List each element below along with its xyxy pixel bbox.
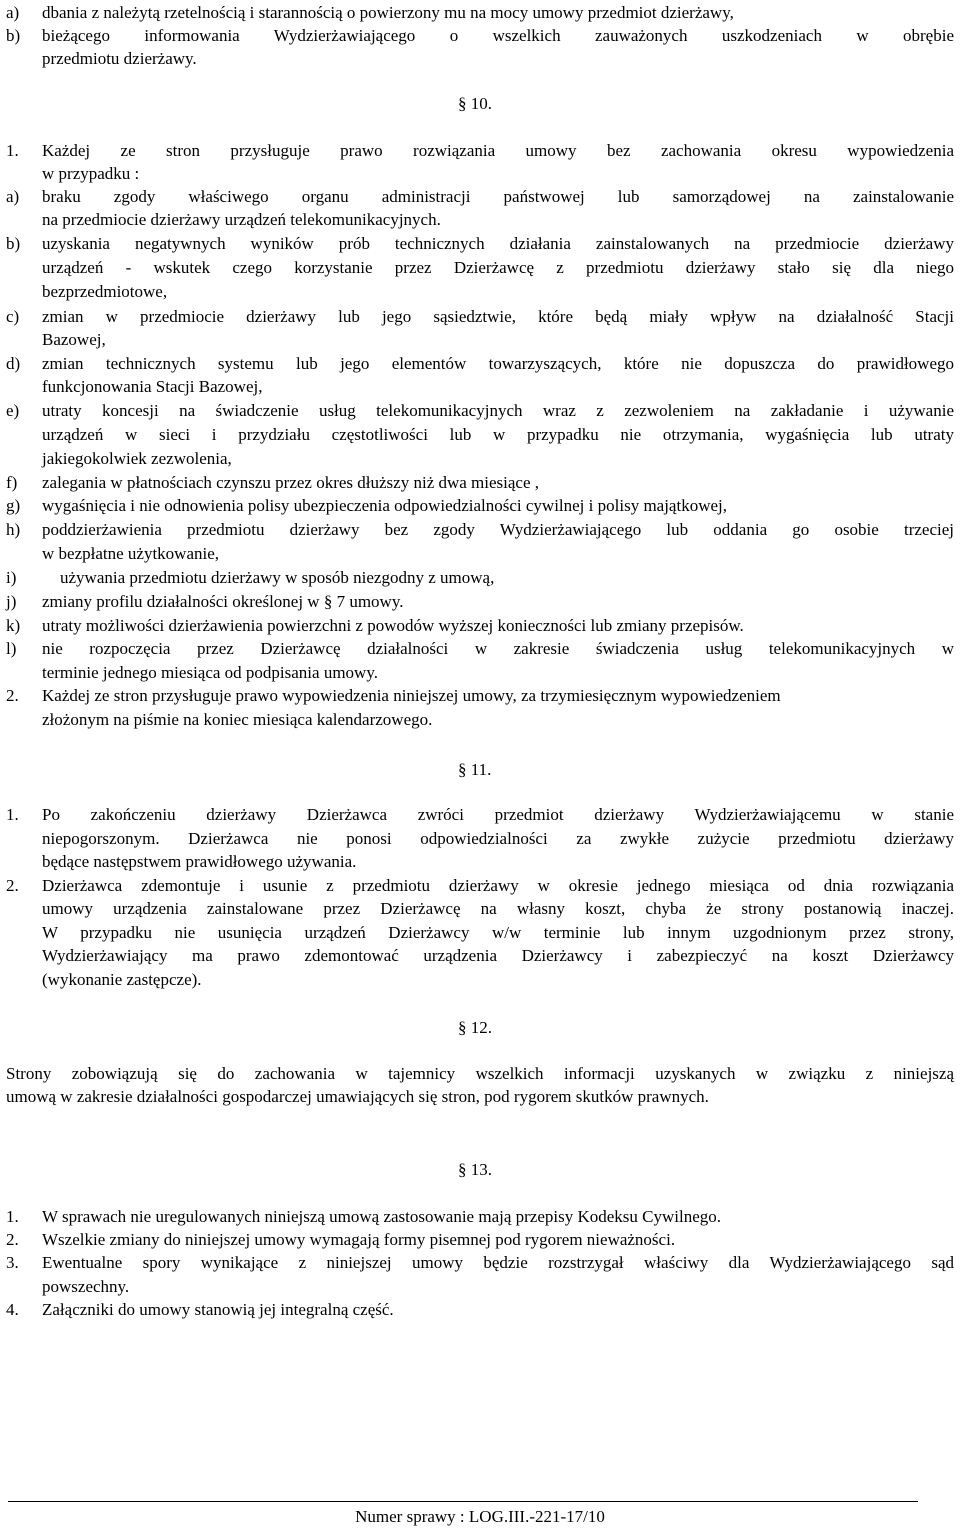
list-item-text: utraty możliwości dzierżawienia powierzchni z powodów wyższej konieczności lub zmiany przepisów. xyxy=(42,616,744,635)
paragraph-text: Dzierżawca zdemontuje i usunie z przedmiotu dzierżawy w okresie jednego miesiąca od dnia rozwiązania xyxy=(42,876,954,895)
paragraph-text: Wszelkie zmiany do niniejszej umowy wymagają formy pisemnej pod rygorem nieważności. xyxy=(42,1230,676,1249)
list-marker: j) xyxy=(6,592,17,611)
paragraph-text: Wydzierżawiający ma prawo zdemontować urządzenia Dzierżawcy i zabezpieczyć na koszt Dzierżawcy xyxy=(42,946,954,965)
list-item-text: nie rozpoczęcia przez Dzierżawcę działalności w zakresie świadczenia usług telekomunikacyjnych w xyxy=(42,639,954,658)
list-item-text: zmian w przedmiocie dzierżawy lub jego sąsiedztwie, które będą miały wpływ na działalność Stacji xyxy=(42,307,954,326)
paragraph-text: W przypadku nie usunięcia urządzeń Dzierżawcy w/w terminie lub innym uzgodnionym przez strony, xyxy=(42,923,954,942)
section-heading: § 11. xyxy=(458,760,492,779)
paragraph-number: 2. xyxy=(6,876,19,895)
paragraph-text: powszechny. xyxy=(42,1277,130,1296)
paragraph-text: będące następstwem prawidłowego używania. xyxy=(42,852,357,871)
list-item-text: bezprzedmiotowe, xyxy=(42,282,168,301)
paragraph-number: 1. xyxy=(6,805,19,824)
paragraph-text: Każdej ze stron przysługuje prawo rozwiązania umowy bez zachowania okresu wypowiedzenia xyxy=(42,141,954,160)
list-item-text: urządzeń w sieci i przydziału częstotliwości lub w przypadku nie otrzymania, wygaśnięcia lub utraty xyxy=(42,425,954,444)
list-item-text: zmian technicznych systemu lub jego elementów towarzyszących, które nie dopuszcza do prawidłowego xyxy=(42,354,954,373)
paragraph-number: 1. xyxy=(6,141,19,160)
paragraph-text: złożonym na piśmie na koniec miesiąca kalendarzowego. xyxy=(42,710,433,729)
list-marker: g) xyxy=(6,496,21,515)
paragraph-number: 2. xyxy=(6,686,19,705)
list-item-text: zmiany profilu działalności określonej w § 7 umowy. xyxy=(42,592,404,611)
list-marker: f) xyxy=(6,473,18,492)
list-marker: a) xyxy=(6,3,20,22)
paragraph-number: 4. xyxy=(6,1300,19,1319)
section-heading: § 13. xyxy=(458,1160,492,1179)
paragraph-text: Każdej ze stron przysługuje prawo wypowiedzenia niniejszej umowy, za trzymiesięcznym wypowiedzeniem xyxy=(42,686,781,705)
paragraph-text: umową w zakresie działalności gospodarczej umawiających się stron, pod rygorem skutków prawnych. xyxy=(6,1087,709,1106)
list-item-text: przedmiotu dzierżawy. xyxy=(42,49,197,68)
list-item-text: poddzierżawienia przedmiotu dzierżawy bez zgody Wydzierżawiającego lub oddania go osobie trzeciej xyxy=(42,520,954,539)
paragraph-text: Po zakończeniu dzierżawy Dzierżawca zwróci przedmiot dzierżawy Wydzierżawiającemu w stanie xyxy=(42,805,954,824)
list-item-text: jakiegokolwiek zezwolenia, xyxy=(42,449,232,468)
list-marker: d) xyxy=(6,354,21,373)
list-item-text: na przedmiocie dzierżawy urządzeń telekomunikacyjnych. xyxy=(42,210,441,229)
list-marker: c) xyxy=(6,307,20,326)
section-heading: § 10. xyxy=(458,94,492,113)
list-item-text: terminie jednego miesiąca od podpisania umowy. xyxy=(42,663,378,682)
list-item-text: Bazowej, xyxy=(42,330,106,349)
list-item-text: zalegania w płatnościach czynszu przez okres dłuższy niż dwa miesiące , xyxy=(42,473,540,492)
paragraph-text: w przypadku : xyxy=(42,164,140,183)
list-item-text: bieżącego informowania Wydzierżawiającego o wszelkich zauważonych uszkodzeniach w obrębie xyxy=(42,26,954,45)
list-marker: h) xyxy=(6,520,21,539)
paragraph-number: 2. xyxy=(6,1230,19,1249)
paragraph-text: umowy urządzenia zainstalowane przez Dzierżawcę na własny koszt, chyba że strony postanowią inaczej. xyxy=(42,899,954,918)
list-item-text: urządzeń - wskutek czego korzystanie przez Dzierżawcę z przedmiotu dzierżawy stało się dla niego xyxy=(42,258,954,277)
footer-case-number: Numer sprawy : LOG.III.-221-17/10 xyxy=(355,1507,605,1526)
section-heading: § 12. xyxy=(458,1018,492,1037)
footer-divider xyxy=(8,1501,918,1502)
paragraph-text: Ewentualne spory wynikające z niniejszej umowy będzie rozstrzygał właściwy dla Wydzierżawiającego sąd xyxy=(42,1253,954,1272)
list-marker: e) xyxy=(6,401,20,420)
list-marker: b) xyxy=(6,234,21,253)
list-item-text: utraty koncesji na świadczenie usług telekomunikacyjnych wraz z zezwoleniem na zakładanie i używanie xyxy=(42,401,954,420)
list-marker: k) xyxy=(6,616,21,635)
paragraph-text: W sprawach nie uregulowanych niniejszą umową zastosowanie mają przepisy Kodeksu Cywilnego. xyxy=(42,1207,722,1226)
paragraph-text: (wykonanie zastępcze). xyxy=(42,970,202,989)
list-marker: i) xyxy=(6,568,17,587)
list-marker: a) xyxy=(6,187,20,206)
list-item-text: dbania z należytą rzetelnością i starannością o powierzony mu na mocy umowy przedmiot dzierżawy, xyxy=(42,3,734,22)
list-item-text: wygaśnięcia i nie odnowienia polisy ubezpieczenia odpowiedzialności cywilnej i polisy majątkowej, xyxy=(42,496,727,515)
paragraph-text: Strony zobowiązują się do zachowania w tajemnicy wszelkich informacji uzyskanych w związku z niniejszą xyxy=(6,1064,954,1083)
list-item-text: używania przedmiotu dzierżawy w sposób niezgodny z umową, xyxy=(60,568,495,587)
list-item-text: w bezpłatne użytkowanie, xyxy=(42,544,220,563)
list-item-text: braku zgody właściwego organu administracji państwowej lub samorządowej na zainstalowanie xyxy=(42,187,954,206)
list-item-text: funkcjonowania Stacji Bazowej, xyxy=(42,377,263,396)
list-marker: l) xyxy=(6,639,17,658)
paragraph-text: Załączniki do umowy stanowią jej integralną część. xyxy=(42,1300,394,1319)
list-item-text: uzyskania negatywnych wyników prób technicznych działania zainstalowanych na przedmiocie dzierżawy xyxy=(42,234,954,253)
list-marker: b) xyxy=(6,26,21,45)
paragraph-number: 3. xyxy=(6,1253,19,1272)
paragraph-text: niepogorszonym. Dzierżawca nie ponosi odpowiedzialności za zwykłe zużycie przedmiotu dzierżawy xyxy=(42,829,954,848)
paragraph-number: 1. xyxy=(6,1207,19,1226)
